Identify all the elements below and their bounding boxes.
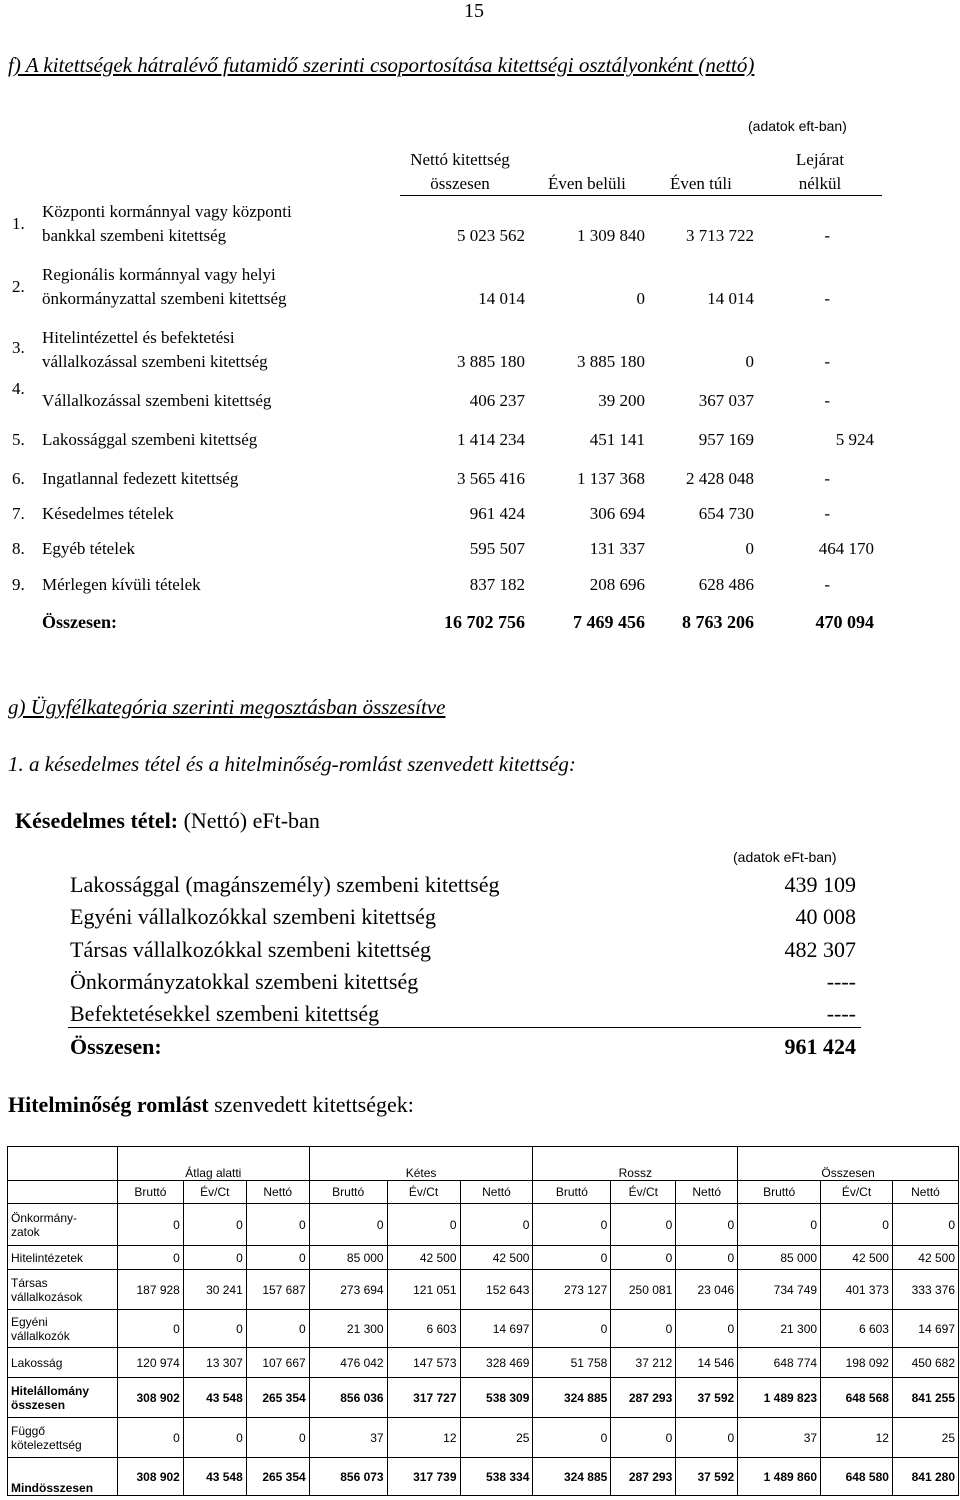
cell-within-year: 3 885 180: [577, 352, 645, 371]
impaired-title-bold: Hitelminőség romlást: [8, 1092, 209, 1117]
value-cell: 476 042: [309, 1348, 387, 1378]
total-within-year: 7 469 456: [573, 612, 645, 632]
value-cell: 0: [533, 1204, 611, 1246]
subheader-cell: Bruttó: [533, 1181, 611, 1204]
section-f-heading: f) A kitettségek hátralévő futamidő szerinti csoportosítása kitettségi osztályonként (nettó): [8, 53, 755, 77]
cell-over-year: 14 014: [707, 289, 754, 308]
empty-corner-cell: [8, 1147, 118, 1181]
value-cell: 13 307: [183, 1348, 246, 1378]
cell-net: 5 023 562: [457, 226, 525, 245]
subheader-cell: Év/Ct: [387, 1181, 460, 1204]
value-cell: 538 334: [460, 1458, 533, 1496]
table-row: [8, 1378, 959, 1418]
subheader-cell: Nettó: [246, 1181, 309, 1204]
cell-within-year: 39 200: [598, 391, 645, 410]
value-cell: 0: [117, 1204, 183, 1246]
subheader-cell: Év/Ct: [183, 1181, 246, 1204]
cell-net: 406 237: [469, 391, 525, 410]
cell-net: 3 885 180: [457, 352, 525, 371]
value-cell: 1 489 823: [738, 1378, 821, 1418]
cell-within-year: 1 137 368: [577, 469, 645, 488]
row-label-cell: [8, 1246, 118, 1270]
value-cell: 23 046: [676, 1270, 738, 1310]
late-row-value: 439 109: [784, 872, 856, 897]
subheader-row: [8, 1181, 959, 1204]
value-cell: 856 036: [309, 1378, 387, 1418]
cell-net: 595 507: [469, 539, 525, 558]
row-label-line1: Társas: [11, 1275, 48, 1290]
value-cell: 0: [738, 1204, 821, 1246]
late-total-value: 961 424: [784, 1034, 856, 1059]
value-cell: 0: [460, 1204, 533, 1246]
value-cell: 37 592: [676, 1378, 738, 1418]
cell-no-maturity: -: [824, 289, 830, 308]
cell-no-maturity: -: [824, 226, 830, 245]
unit-note: (adatok eft-ban): [748, 118, 847, 134]
row-label-line1: Hitelintézettel és befektetési: [42, 328, 235, 347]
table-row: [8, 1348, 959, 1378]
late-items-title-rest: (Nettó) eFt-ban: [178, 808, 320, 833]
value-cell: 324 885: [533, 1378, 611, 1418]
value-cell: 37 212: [611, 1348, 676, 1378]
late-items-title-bold: Késedelmes tétel:: [15, 808, 179, 833]
row-number: 8.: [12, 539, 25, 558]
cell-over-year: 0: [745, 539, 754, 558]
subheader-cell: Nettó: [460, 1181, 533, 1204]
value-cell: 30 241: [183, 1270, 246, 1310]
value-cell: 287 293: [611, 1378, 676, 1418]
table-row: [8, 1310, 959, 1348]
row-label-line2: vállalkozók: [11, 1328, 70, 1343]
row-label-line2: bankkal szembeni kitettség: [42, 226, 227, 245]
row-label: Mérlegen kívüli tételek: [42, 575, 201, 594]
value-cell: 85 000: [738, 1246, 821, 1270]
row-label-line2: kötelezettség: [11, 1437, 82, 1452]
value-cell: 287 293: [611, 1458, 676, 1496]
value-cell: 308 902: [117, 1378, 183, 1418]
value-cell: 43 548: [183, 1458, 246, 1496]
section-g-subheading: 1. a késedelmes tétel és a hitelminőség-romlást szenvedett kitettség:: [8, 752, 576, 776]
value-cell: 152 643: [460, 1270, 533, 1310]
value-cell: 42 500: [460, 1246, 533, 1270]
value-cell: 0: [533, 1418, 611, 1458]
value-cell: 250 081: [611, 1270, 676, 1310]
cell-within-year: 208 696: [589, 575, 645, 594]
value-cell: 37: [738, 1418, 821, 1458]
row-label-line1: Hitelállomány: [11, 1383, 90, 1398]
value-cell: 14 546: [676, 1348, 738, 1378]
late-row-label: Lakossággal (magánszemély) szembeni kitettség: [70, 872, 500, 897]
empty-label-cell: [8, 1181, 118, 1204]
value-cell: 841 280: [892, 1458, 958, 1496]
total-over-year: 8 763 206: [682, 612, 754, 632]
value-cell: 14 697: [892, 1310, 958, 1348]
value-cell: 273 694: [309, 1270, 387, 1310]
page-number: 15: [464, 0, 484, 22]
value-cell: 0: [246, 1418, 309, 1458]
value-cell: 21 300: [309, 1310, 387, 1348]
row-label-line2: vállalkozással szembeni kitettség: [42, 352, 268, 371]
total-net: 16 702 756: [444, 612, 525, 632]
value-cell: 0: [309, 1204, 387, 1246]
cell-within-year: 451 141: [589, 430, 645, 449]
value-cell: 450 682: [892, 1348, 958, 1378]
value-cell: 273 127: [533, 1270, 611, 1310]
value-cell: 42 500: [892, 1246, 958, 1270]
value-cell: 25: [460, 1418, 533, 1458]
value-cell: 0: [533, 1310, 611, 1348]
value-cell: 21 300: [738, 1310, 821, 1348]
value-cell: 198 092: [821, 1348, 893, 1378]
row-label-line1: Mindösszesen: [11, 1481, 94, 1495]
total-no-maturity: 470 094: [815, 612, 874, 632]
value-cell: 648 774: [738, 1348, 821, 1378]
row-label: Lakossággal szembeni kitettség: [42, 430, 258, 449]
row-label-line2: zatok: [11, 1224, 40, 1239]
value-cell: 0: [676, 1246, 738, 1270]
row-number: 2.: [12, 277, 25, 296]
value-cell: 1 489 860: [738, 1458, 821, 1496]
value-cell: 328 469: [460, 1348, 533, 1378]
value-cell: 25: [892, 1418, 958, 1458]
value-cell: 107 667: [246, 1348, 309, 1378]
late-unit-note: (adatok eFt-ban): [733, 849, 837, 865]
col-header-over-year: Éven túli: [670, 174, 732, 193]
value-cell: 6 603: [821, 1310, 893, 1348]
row-number: 1.: [12, 214, 25, 233]
row-number: 5.: [12, 430, 25, 449]
value-cell: 265 354: [246, 1458, 309, 1496]
cell-over-year: 367 037: [698, 391, 754, 410]
value-cell: 0: [117, 1418, 183, 1458]
value-cell: 0: [117, 1246, 183, 1270]
value-cell: 0: [387, 1204, 460, 1246]
subheader-cell: Nettó: [892, 1181, 958, 1204]
row-label-line1: Önkormány-: [11, 1210, 78, 1225]
row-label-line1: Hitelintézetek: [11, 1250, 84, 1265]
value-cell: 538 309: [460, 1378, 533, 1418]
cell-over-year: 2 428 048: [686, 469, 754, 488]
table-row: [8, 1270, 959, 1310]
late-row-value: ----: [826, 969, 856, 994]
cell-within-year: 131 337: [589, 539, 645, 558]
value-cell: 0: [821, 1204, 893, 1246]
value-cell: 14 697: [460, 1310, 533, 1348]
header-rule: [400, 195, 882, 196]
row-label-line2: önkormányzattal szembeni kitettség: [42, 289, 287, 308]
value-cell: 0: [676, 1310, 738, 1348]
cell-no-maturity: -: [824, 469, 830, 488]
cell-over-year: 628 486: [698, 575, 754, 594]
value-cell: 0: [246, 1310, 309, 1348]
value-cell: 42 500: [821, 1246, 893, 1270]
subheader-cell: Év/Ct: [821, 1181, 893, 1204]
value-cell: 187 928: [117, 1270, 183, 1310]
table-row: [8, 1204, 959, 1246]
cell-within-year: 306 694: [589, 504, 645, 523]
row-label: Vállalkozással szembeni kitettség: [42, 391, 272, 410]
cell-net: 837 182: [469, 575, 525, 594]
row-number: 3.: [12, 338, 25, 357]
value-cell: 333 376: [892, 1270, 958, 1310]
value-cell: 841 255: [892, 1378, 958, 1418]
value-cell: 308 902: [117, 1458, 183, 1496]
value-cell: 0: [183, 1246, 246, 1270]
row-number: 6.: [12, 469, 25, 488]
cell-net: 14 014: [478, 289, 525, 308]
col-header-net-line1: Nettó kitettség: [410, 150, 510, 169]
row-label-line1: Lakosság: [11, 1355, 63, 1370]
row-label: Egyéb tételek: [42, 539, 135, 558]
group-header: Összesen: [738, 1147, 959, 1181]
col-header-no-maturity-line1: Lejárat: [795, 150, 845, 169]
value-cell: 317 727: [387, 1378, 460, 1418]
late-row-value: ----: [826, 1001, 856, 1026]
value-cell: 37 592: [676, 1458, 738, 1496]
row-label-line2: összesen: [11, 1397, 66, 1412]
table-row: [8, 1458, 959, 1496]
row-label-cell: [8, 1458, 118, 1496]
row-number: 4.: [12, 379, 25, 398]
group-header: Kétes: [309, 1147, 533, 1181]
cell-within-year: 1 309 840: [577, 226, 645, 245]
cell-over-year: 654 730: [698, 504, 754, 523]
col-header-no-maturity-line2: nélkül: [798, 174, 842, 193]
value-cell: 265 354: [246, 1378, 309, 1418]
value-cell: 0: [676, 1204, 738, 1246]
value-cell: 0: [892, 1204, 958, 1246]
late-row-label: Önkormányzatokkal szembeni kitettség: [70, 969, 419, 994]
row-label-line1: Regionális kormánnyal vagy helyi: [42, 265, 276, 284]
value-cell: 85 000: [309, 1246, 387, 1270]
late-row-label: Társas vállalkozókkal szembeni kitettség: [70, 937, 432, 962]
total-label: Összesen:: [42, 612, 117, 632]
value-cell: 42 500: [387, 1246, 460, 1270]
late-row-value: 482 307: [784, 937, 856, 962]
row-label: Késedelmes tételek: [42, 504, 174, 523]
group-header-row: [8, 1147, 959, 1181]
late-row-label: Egyéni vállalkozókkal szembeni kitettség: [70, 904, 436, 929]
value-cell: 0: [183, 1310, 246, 1348]
value-cell: 121 051: [387, 1270, 460, 1310]
value-cell: 0: [611, 1310, 676, 1348]
subheader-cell: Bruttó: [738, 1181, 821, 1204]
impaired-table: [7, 1146, 959, 1496]
impaired-title-rest: szenvedett kitettségek:: [208, 1092, 414, 1117]
value-cell: 401 373: [821, 1270, 893, 1310]
value-cell: 0: [611, 1204, 676, 1246]
value-cell: 12: [821, 1418, 893, 1458]
row-label-line1: Központi kormánnyal vagy központi: [42, 202, 292, 221]
row-label-cell: [8, 1204, 118, 1246]
col-header-within-year: Éven belüli: [548, 174, 626, 193]
cell-no-maturity: 464 170: [818, 539, 874, 558]
late-row-label: Befektetésekkel szembeni kitettség: [70, 1001, 380, 1026]
row-label-line1: Egyéni: [11, 1314, 48, 1329]
value-cell: 0: [611, 1418, 676, 1458]
value-cell: 6 603: [387, 1310, 460, 1348]
value-cell: 648 580: [821, 1458, 893, 1496]
row-label-line2: vállalkozások: [11, 1289, 83, 1304]
value-cell: 324 885: [533, 1458, 611, 1496]
subheader-cell: Év/Ct: [611, 1181, 676, 1204]
cell-no-maturity: 5 924: [835, 430, 874, 449]
cell-over-year: 0: [745, 352, 754, 371]
value-cell: 317 739: [387, 1458, 460, 1496]
cell-no-maturity: -: [824, 504, 830, 523]
value-cell: 37: [309, 1418, 387, 1458]
value-cell: 43 548: [183, 1378, 246, 1418]
cell-net: 1 414 234: [457, 430, 525, 449]
row-label: Ingatlannal fedezett kitettség: [42, 469, 239, 488]
row-label-cell: [8, 1418, 118, 1458]
row-label-cell: [8, 1348, 118, 1378]
late-total-label: Összesen:: [70, 1034, 162, 1059]
group-header: Rossz: [533, 1147, 738, 1181]
value-cell: 0: [533, 1246, 611, 1270]
row-label-cell: [8, 1310, 118, 1348]
late-items-title: [15, 808, 320, 834]
impaired-table-body: [8, 1204, 959, 1496]
value-cell: 51 758: [533, 1348, 611, 1378]
cell-no-maturity: -: [824, 575, 830, 594]
row-label-line1: Függő: [11, 1423, 46, 1438]
cell-over-year: 957 169: [698, 430, 754, 449]
value-cell: 0: [183, 1418, 246, 1458]
cell-net: 961 424: [469, 504, 525, 523]
value-cell: 0: [246, 1204, 309, 1246]
value-cell: 12: [387, 1418, 460, 1458]
subheader-cell: Bruttó: [117, 1181, 183, 1204]
value-cell: 0: [117, 1310, 183, 1348]
value-cell: 0: [676, 1418, 738, 1458]
value-cell: 157 687: [246, 1270, 309, 1310]
value-cell: 0: [246, 1246, 309, 1270]
value-cell: 0: [611, 1246, 676, 1270]
cell-no-maturity: -: [824, 352, 830, 371]
col-header-net-line2: összesen: [430, 174, 490, 193]
value-cell: 120 974: [117, 1348, 183, 1378]
value-cell: 147 573: [387, 1348, 460, 1378]
value-cell: 648 568: [821, 1378, 893, 1418]
value-cell: 0: [183, 1204, 246, 1246]
value-cell: 856 073: [309, 1458, 387, 1496]
cell-no-maturity: -: [824, 391, 830, 410]
row-label-cell: [8, 1270, 118, 1310]
table-row: [8, 1418, 959, 1458]
value-cell: 734 749: [738, 1270, 821, 1310]
row-label-cell: [8, 1378, 118, 1418]
group-header: Átlag alatti: [117, 1147, 309, 1181]
row-number: 7.: [12, 504, 25, 523]
subheader-cell: Nettó: [676, 1181, 738, 1204]
cell-within-year: 0: [636, 289, 645, 308]
row-number: 9.: [12, 575, 25, 594]
cell-net: 3 565 416: [457, 469, 525, 488]
late-total-rule: [68, 1027, 861, 1028]
cell-over-year: 3 713 722: [686, 226, 754, 245]
impaired-title: [8, 1092, 414, 1118]
section-g-heading: g) Ügyfélkategória szerinti megosztásban összesítve: [8, 695, 446, 719]
late-row-value: 40 008: [795, 904, 856, 929]
subheader-cell: Bruttó: [309, 1181, 387, 1204]
table-row: [8, 1246, 959, 1270]
